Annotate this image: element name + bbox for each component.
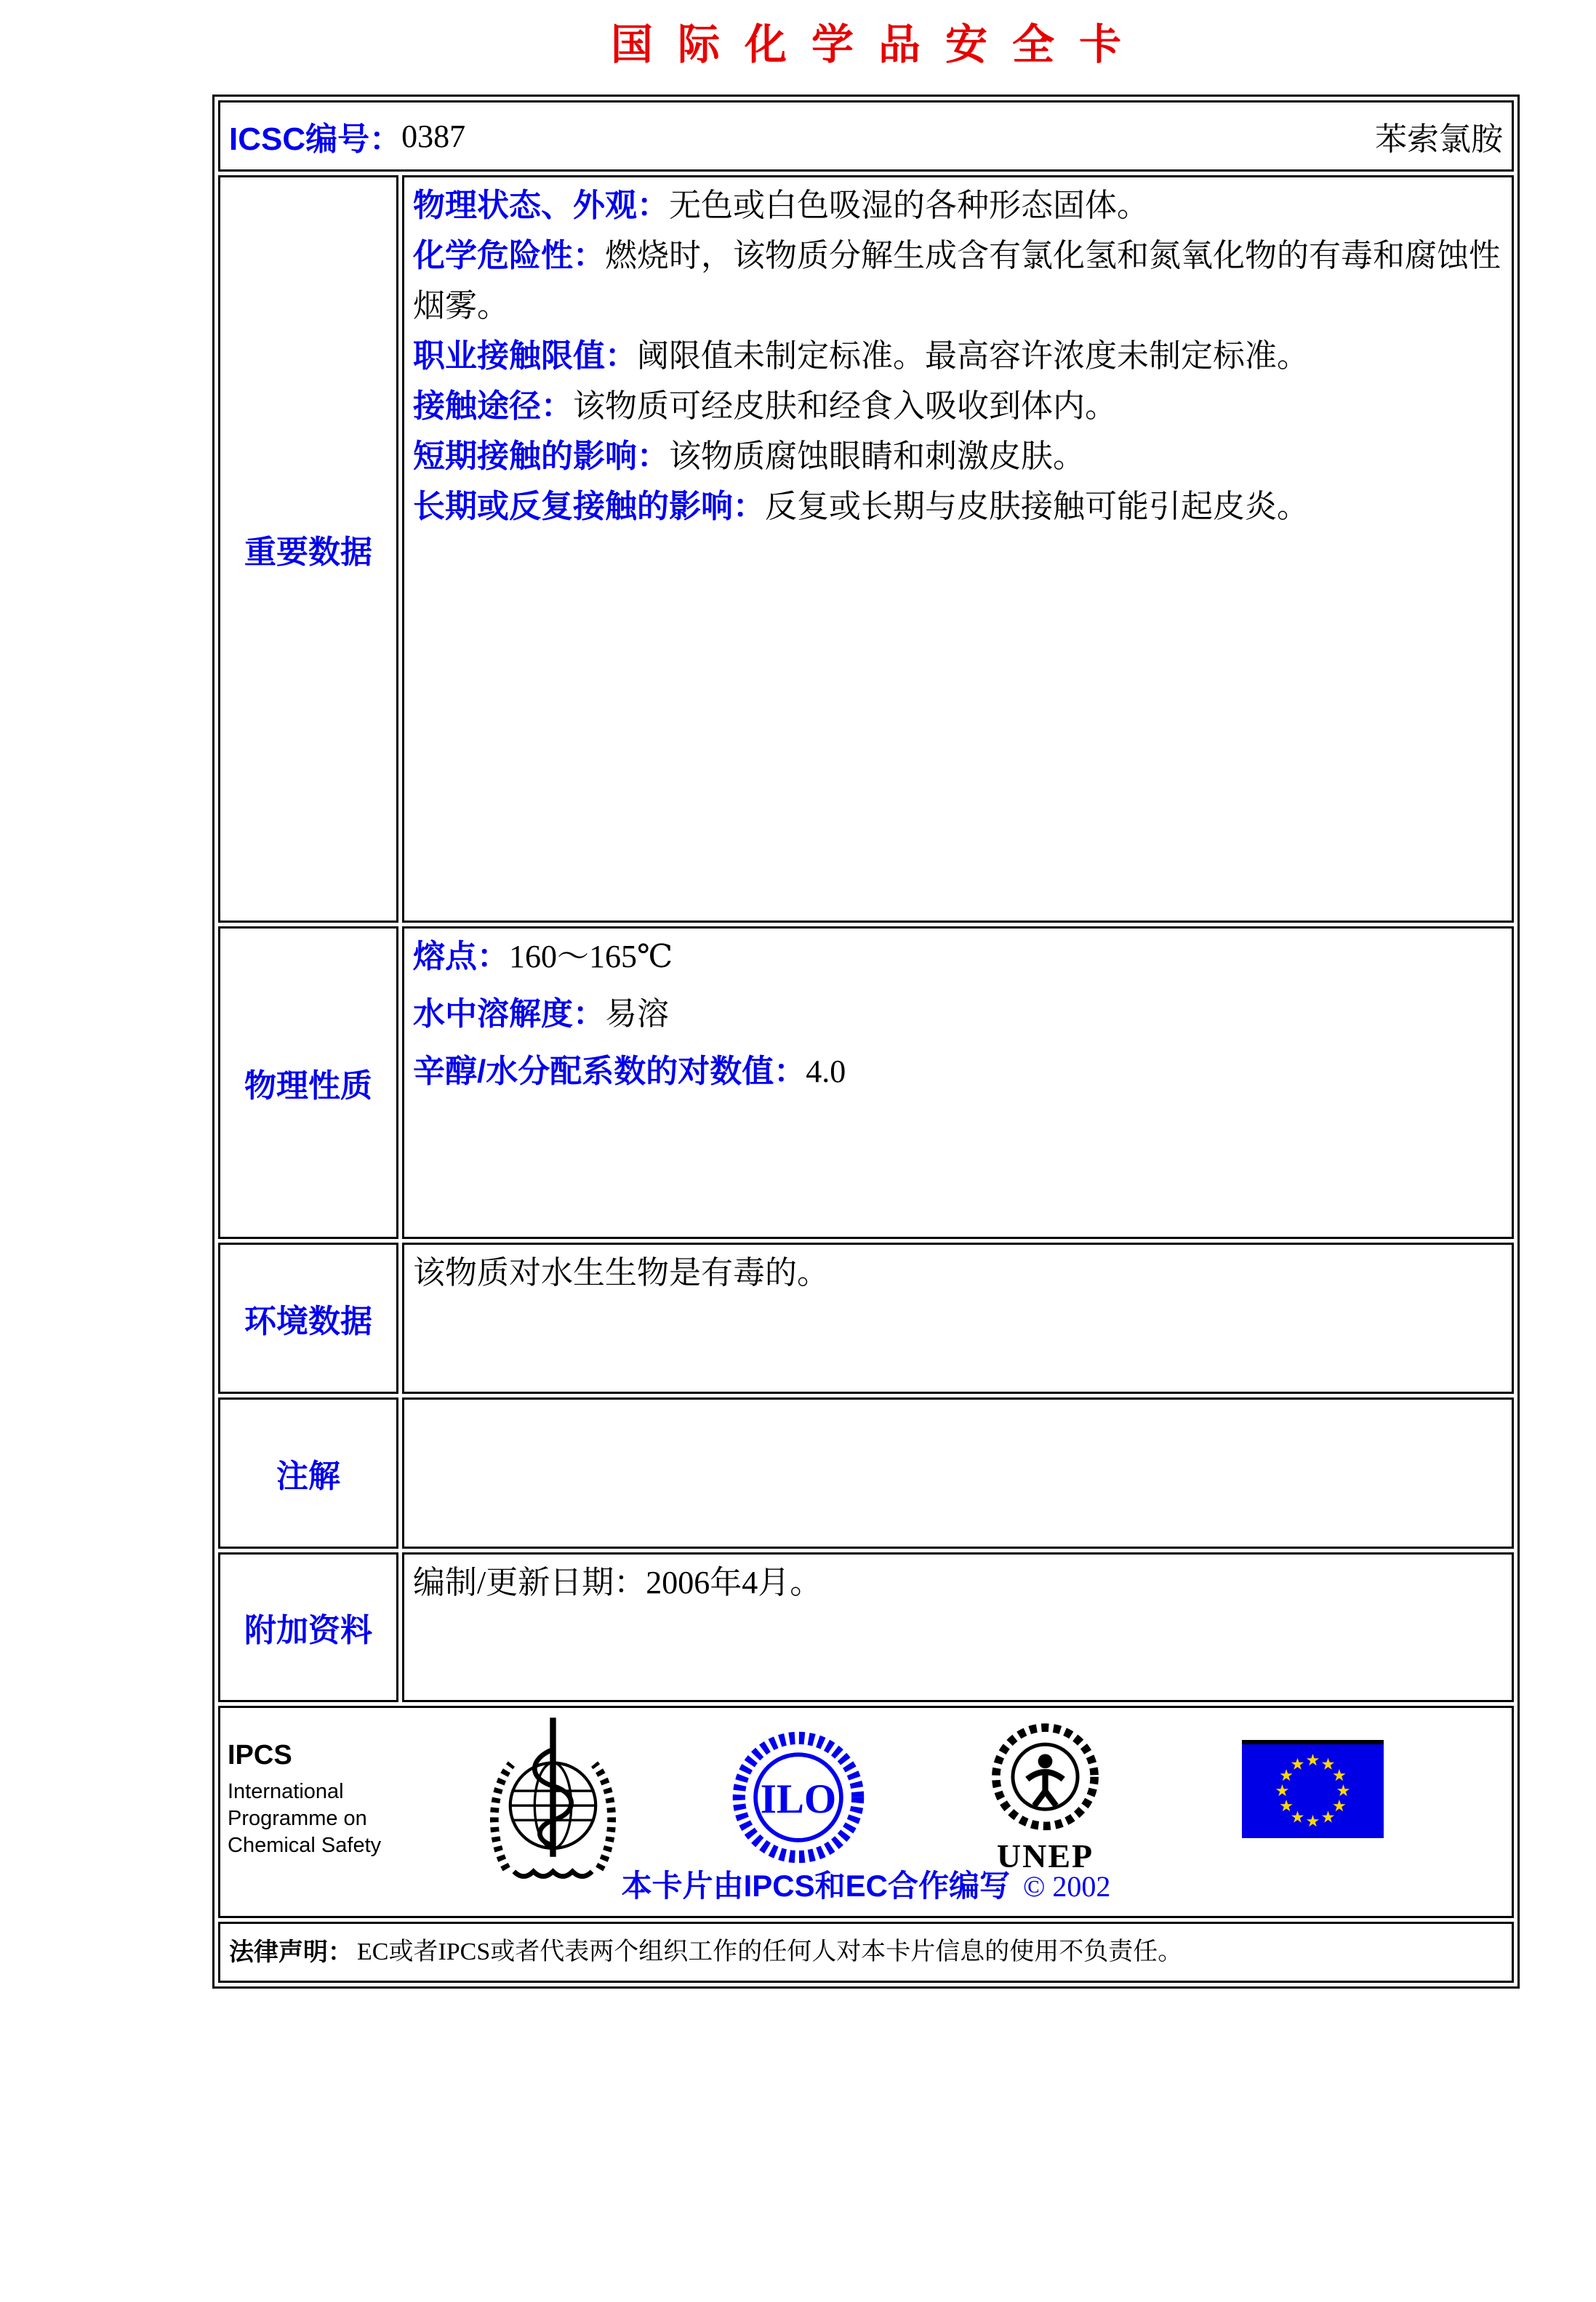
icsc-number-value: 0387 [401, 118, 466, 154]
section-additional-info [218, 1552, 1514, 1702]
logos-row [218, 1706, 1514, 1918]
section-label-important-data: 重要数据 [218, 175, 398, 923]
section-content-environmental-data [402, 1243, 1514, 1394]
entry-short-term-effects: 短期接触的影响：该物质腐蚀眼睛和刺激皮肤。 [413, 438, 1085, 474]
icsc-number-label: ICSC编号： [229, 121, 402, 157]
ipcs-text-block: IPCS International Programme on Chemical Safety [228, 1740, 382, 1857]
svg-text:ILO: ILO [760, 1776, 837, 1822]
section-label-additional-info: 附加资料 [218, 1552, 398, 1702]
ipcs-title: IPCS [228, 1740, 292, 1770]
section-label-physical-properties: 物理性质 [218, 926, 398, 1239]
entry-melting-point: 熔点：160～165℃ [413, 939, 673, 974]
unep-emblem-icon [985, 1721, 1105, 1875]
header-cell [218, 100, 1514, 172]
ilo-emblem-icon [729, 1728, 867, 1870]
section-content-notes [402, 1397, 1514, 1549]
entry-chemical-danger: 化学危险性：燃烧时，该物质分解生成含有氯化氢和氮氧化物的有毒和腐蚀性烟雾。 [413, 238, 1501, 324]
entry-physical-state: 物理状态、外观：无色或白色吸湿的各种形态固体。 [413, 188, 1149, 223]
eu-flag-icon [1242, 1740, 1384, 1842]
entry-water-solubility: 水中溶解度：易溶 [413, 996, 669, 1032]
section-content-important-data [402, 175, 1514, 923]
section-content-additional-info [402, 1552, 1514, 1702]
section-important-data [218, 175, 1514, 923]
entry-log-pow: 辛醇/水分配系数的对数值：4.0 [413, 1054, 846, 1089]
entry-exposure-routes: 接触途径：该物质可经皮肤和经食入吸收到体内。 [413, 388, 1117, 424]
header-row [218, 100, 1514, 172]
entry-update-date: 编制/更新日期：2006年4月。 [413, 1565, 822, 1600]
cooperation-caption: 本卡片由IPCS和EC合作编写 © 2002 [621, 1869, 1111, 1903]
section-physical-properties [218, 926, 1514, 1239]
section-content-physical-properties [402, 926, 1514, 1239]
entry-long-term-effects: 长期或反复接触的影响：反复或长期与皮肤接触可能引起皮炎。 [413, 489, 1309, 524]
page-title: 国际化学品安全卡 [610, 21, 1146, 68]
legal-row [218, 1922, 1514, 1983]
entry-aquatic-toxicity: 该物质对水生生物是有毒的。 [413, 1255, 829, 1291]
legal-text: EC或者IPCS或者代表两个组织工作的任何人对本卡片信息的使用不负责任。 [357, 1938, 1183, 1965]
chemical-name: 苯索氯胺 [1375, 121, 1503, 157]
logos-cell [218, 1706, 1514, 1918]
section-label-notes: 注解 [218, 1397, 398, 1549]
section-notes [218, 1397, 1514, 1549]
legal-cell [218, 1922, 1514, 1983]
unep-wordmark: UNEP [996, 1837, 1094, 1874]
icsc-card-table [212, 95, 1520, 1989]
section-label-environmental-data: 环境数据 [218, 1243, 398, 1394]
section-environmental-data [218, 1243, 1514, 1394]
legal-label: 法律声明： [229, 1938, 353, 1966]
entry-occupational-limit: 职业接触限值：阈限值未制定标准。最高容许浓度未制定标准。 [413, 338, 1309, 374]
